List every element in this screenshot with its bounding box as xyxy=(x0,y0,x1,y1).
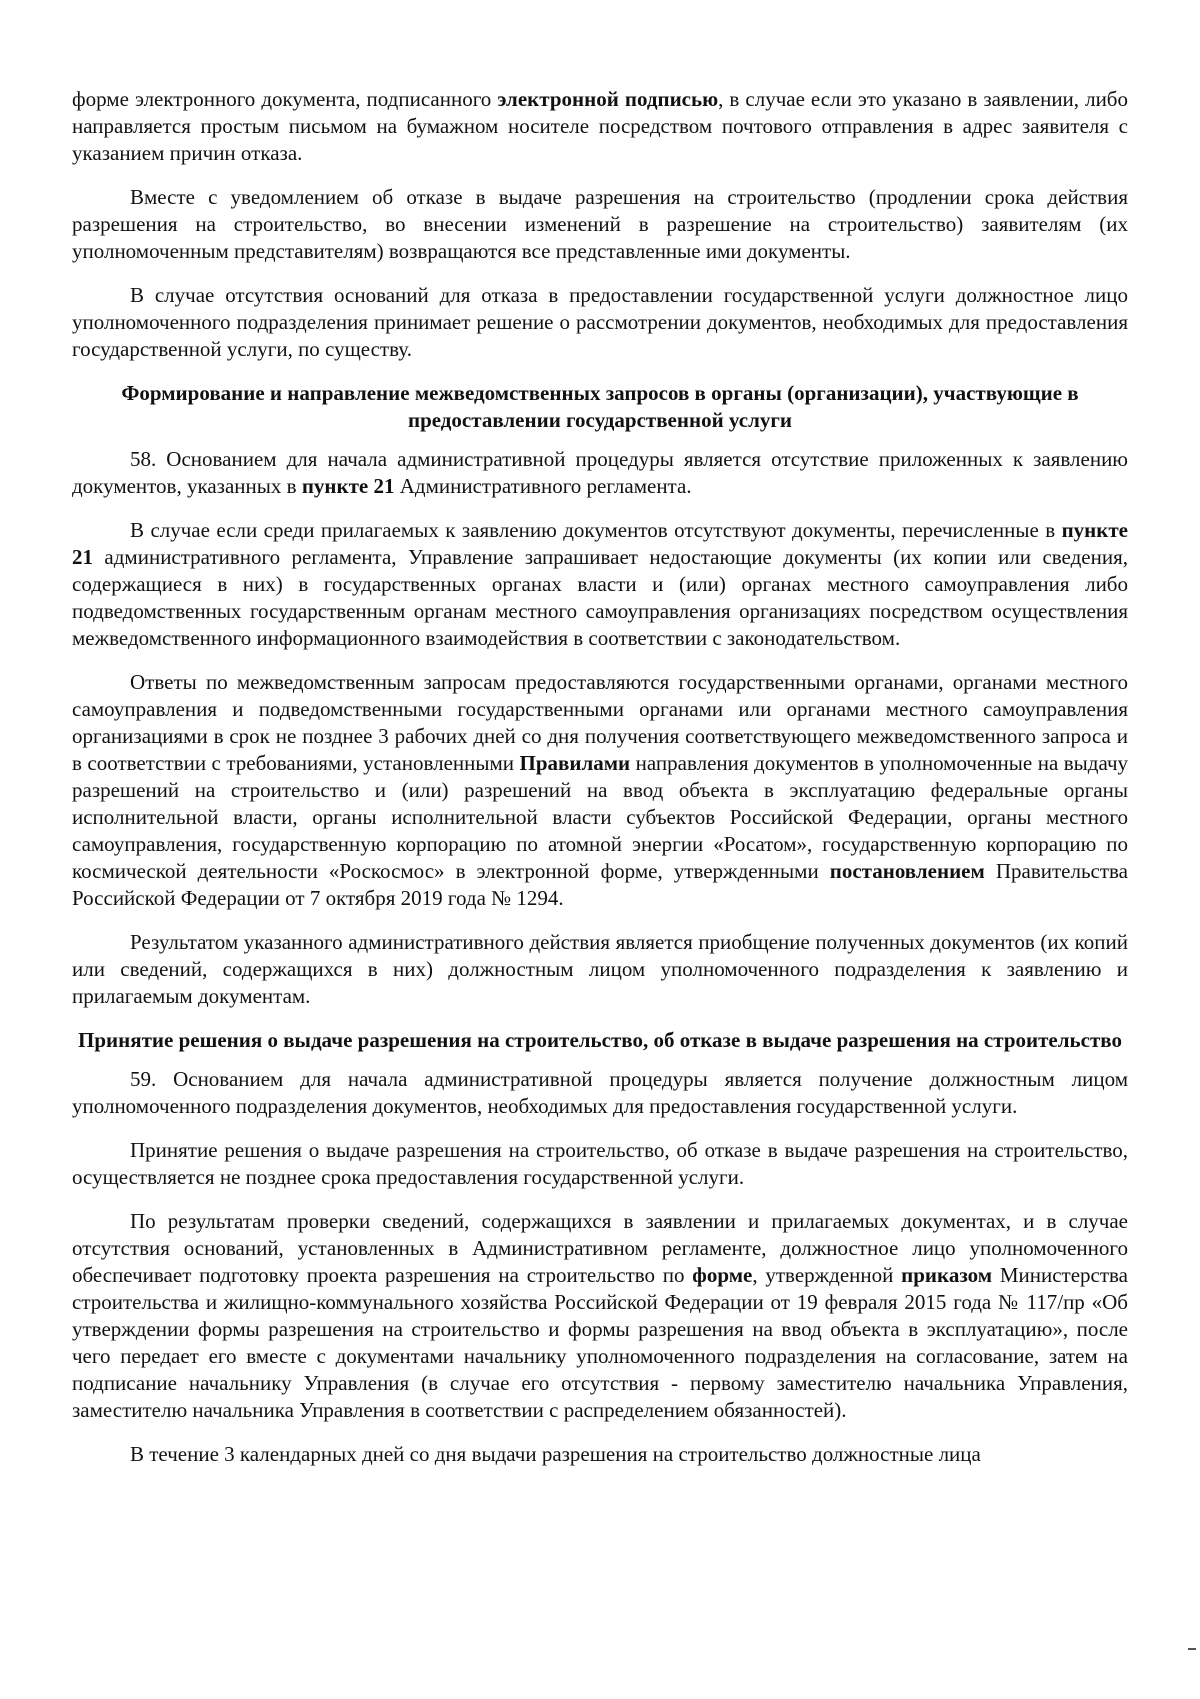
paragraph xyxy=(72,669,1128,912)
paragraph xyxy=(72,446,1128,500)
bold-text-run: пункте 21 xyxy=(72,518,1128,569)
text-run: По результатам проверки сведений, содержащихся в заявлении и прилагаемых документах, и в случае отсутствия оснований, установленных в Административном регламенте, должностное лицо уполномоченного обеспечивает подготовку проекта разрешения на строительство по xyxy=(72,1209,1128,1287)
margin-mark xyxy=(1188,1648,1196,1660)
text-run: 58. Основанием для начала административной процедуры является отсутствие приложенных к заявлению документов, указанных в xyxy=(72,447,1128,498)
text-run: В случае если среди прилагаемых к заявлению документов отсутствуют документы, перечисленные в xyxy=(130,518,1062,542)
bold-text-run: постановлением xyxy=(829,859,985,883)
text-run: Принятие решения о выдаче разрешения на строительство, об отказе в выдаче разрешения на строительство, осуществляется не позднее срока предоставления государственной услуги. xyxy=(72,1138,1128,1189)
bold-text-run: электронной подписью xyxy=(497,87,719,111)
text-run: , в случае если это указано в заявлении, либо направляется простым письмом на бумажном носителе посредством почтового отправления в адрес заявителя с указанием причин отказа. xyxy=(72,87,1128,165)
text-run: форме электронного документа, подписанного xyxy=(72,87,498,111)
paragraph xyxy=(72,517,1128,652)
paragraph xyxy=(72,282,1128,363)
bold-text-run: пункте 21 xyxy=(301,474,395,498)
paragraph xyxy=(72,86,1128,167)
text-run: Вместе с уведомлением об отказе в выдаче разрешения на строительство (продлении срока действия разрешения на строительство, во внесении изменений в разрешение на строительство) заявителям (их уполномоченным представителям) возвращаются все представленные ими документы. xyxy=(72,185,1128,263)
text-run: Формирование и направление межведомственных запросов в органы (организации), участвующие в предоставлении государственной услуги xyxy=(121,381,1079,432)
text-run: Результатом указанного административного действия является приобщение полученных документов (их копий или сведений, содержащихся в них) должностным лицом уполномоченного подразделения к заявлению и прилагаемым документам. xyxy=(72,930,1128,1008)
text-run: Принятие решения о выдаче разрешения на строительство, об отказе в выдаче разрешения на строительство xyxy=(78,1028,1122,1052)
document-page xyxy=(72,86,1128,1485)
text-run: административного регламента, Управление запрашивает недостающие документы (их копии или сведения, содержащиеся в них) в государственных органах власти и (или) органах местного самоуправления либо подведомственных государственным органам местного самоуправления организациях посредством осуществления межведомственного информационного взаимодействия в соответствии с законодательством. xyxy=(72,545,1128,650)
paragraph xyxy=(72,1441,1128,1468)
bold-text-run: форме xyxy=(692,1263,753,1287)
text-run: Административного регламента. xyxy=(394,474,692,498)
bold-text-run: Правилами xyxy=(519,751,631,775)
paragraph xyxy=(72,1066,1128,1120)
text-run: 59. Основанием для начала административной процедуры является получение должностным лицом уполномоченного подразделения документов, необходимых для предоставления государственной услуги. xyxy=(72,1067,1128,1118)
text-run: направления документов в уполномоченные на выдачу разрешений на строительство и (или) разрешений на ввод объекта в эксплуатацию федеральные органы исполнительной власти, органы исполнительной власти субъектов Российской Федерации, органы местного самоуправления, государственную корпорацию по атомной энергии «Росатом», государственную корпорацию по космической деятельности «Роскосмос» в электронной форме, утвержденными xyxy=(72,751,1129,883)
section-heading xyxy=(72,1027,1128,1054)
paragraph xyxy=(72,184,1128,265)
paragraph xyxy=(72,1208,1128,1424)
text-run: В случае отсутствия оснований для отказа в предоставлении государственной услуги должностное лицо уполномоченного подразделения принимает решение о рассмотрении документов, необходимых для предоставления государственной услуги, по существу. xyxy=(72,283,1128,361)
text-run: Министерства строительства и жилищно-коммунального хозяйства Российской Федерации от 19 февраля 2015 года № 117/пр «Об утверждении формы разрешения на строительство и формы разрешения на ввод объекта в эксплуатацию», после чего передает его вместе с документами начальнику уполномоченного подразделения на согласование, затем на подписание начальнику Управления (в случае его отсутствия - первому заместителю начальника Управления, заместителю начальника Управления в соответствии с распределением обязанностей). xyxy=(72,1263,1128,1422)
paragraph xyxy=(72,929,1128,1010)
text-run: Правительства Российской Федерации от 7 октября 2019 года № 1294. xyxy=(72,859,1128,910)
text-run: Ответы по межведомственным запросам предоставляются государственными органами, органами местного самоуправления и подведомственными государственными органами или органами местного самоуправления организациями в срок не позднее 3 рабочих дней со дня получения соответствующего межведомственного запроса и в соответствии с требованиями, установленными xyxy=(72,670,1128,775)
section-heading xyxy=(72,380,1128,434)
bold-text-run: приказом xyxy=(901,1263,993,1287)
paragraph xyxy=(72,1137,1128,1191)
text-run: В течение 3 календарных дней со дня выдачи разрешения на строительство должностные лица xyxy=(130,1442,981,1466)
text-run: , утвержденной xyxy=(752,1263,902,1287)
